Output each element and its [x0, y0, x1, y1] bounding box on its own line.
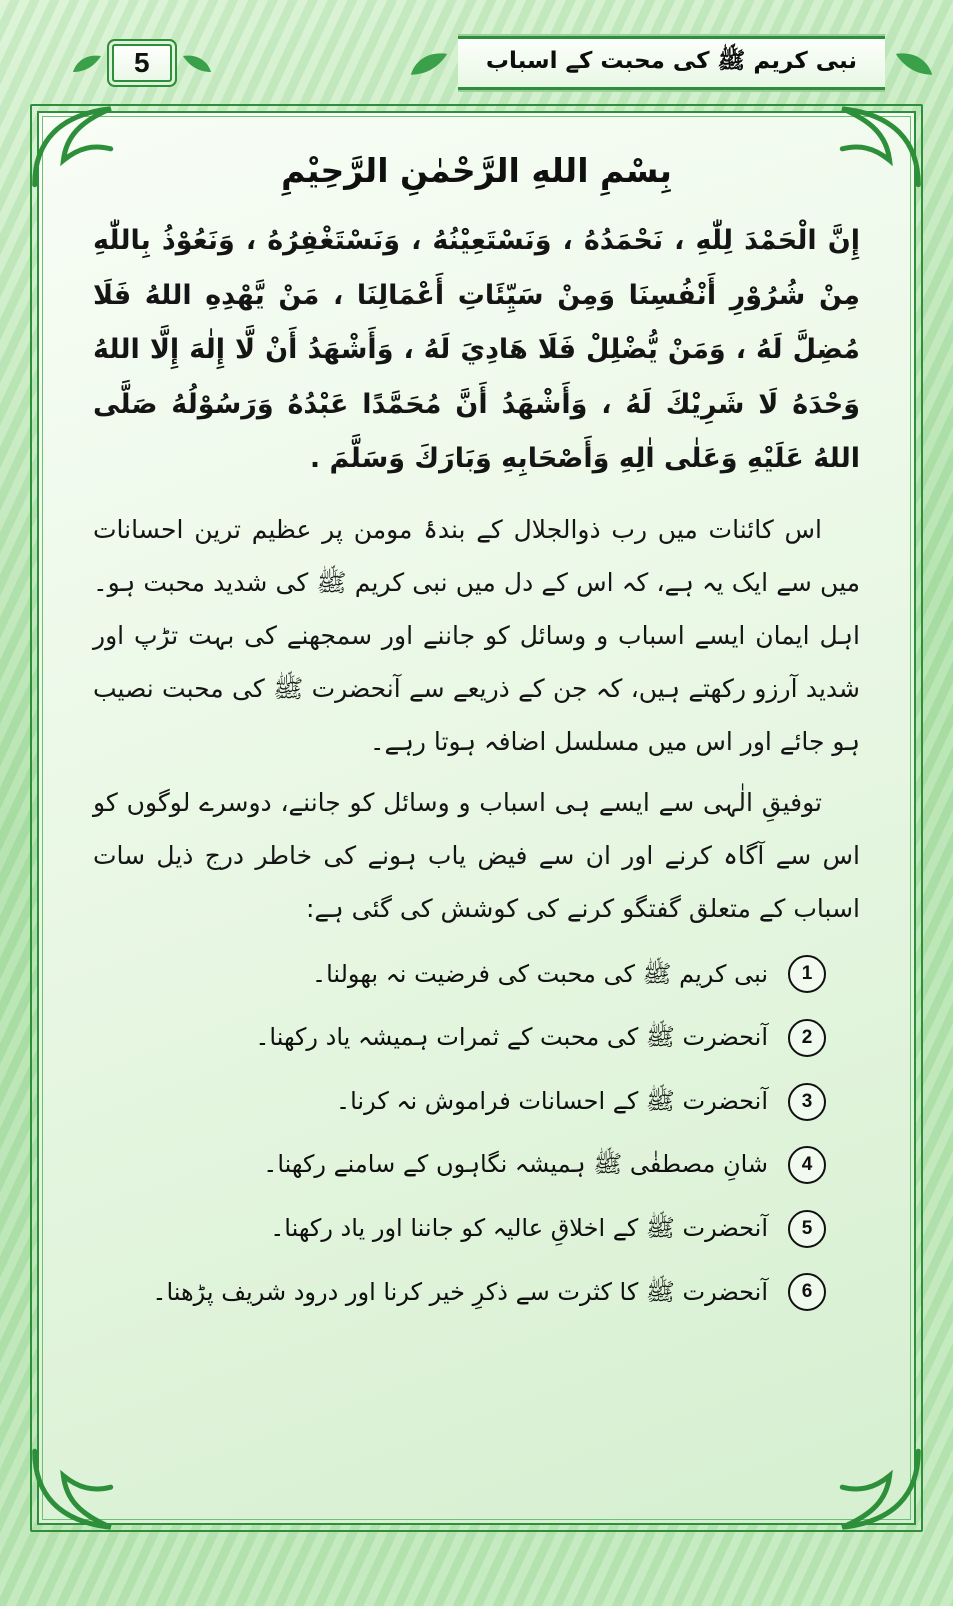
- item-number: 6: [788, 1273, 826, 1311]
- page-header: [0, 0, 953, 100]
- leaf-ornament-icon: [893, 50, 935, 76]
- item-number: 3: [788, 1083, 826, 1121]
- page-title: نبی کریم ﷺ کی محبت کے اسباب: [458, 36, 885, 90]
- list-item: [93, 1082, 826, 1122]
- item-text: آنحضرت ﷺ کی محبت کے ثمرات ہمیشہ یاد رکھنا۔: [255, 1023, 768, 1052]
- list-item: [93, 955, 826, 995]
- urdu-paragraph-1: اس کائنات میں رب ذوالجلال کے بندۂ مومن پر عظیم ترین احسانات میں سے ایک یہ ہے، کہ اس کے دل میں نبی کریم ﷺ کی شدید محبت ہو۔ اہل ایمان ایسے اسباب و وسائل کو جاننے اور سمجھنے کی بہت تڑپ اور شدید آرزو رکھتے ہیں، کہ جن کے ذریعے سے آنحضرت ﷺ کی محبت نصیب ہو جائے اور اس میں مسلسل اضافہ ہوتا رہے۔: [93, 514, 860, 756]
- list-item: [93, 1273, 826, 1313]
- leaf-ornament-icon: [182, 53, 212, 73]
- bismillah-calligraphy: بِسْمِ اللهِ الرَّحْمٰنِ الرَّحِيْمِ: [281, 151, 672, 190]
- list-item: [93, 1209, 826, 1249]
- asbab-list: [93, 951, 860, 1313]
- item-text: شانِ مصطفٰی ﷺ ہمیشہ نگاہوں کے سامنے رکھنا۔: [263, 1150, 768, 1179]
- arabic-khutbah: إِنَّ الْحَمْدَ لِلّٰهِ ، نَحْمَدُهُ ، وَنَسْتَعِيْنُهُ ، وَنَسْتَغْفِرُهُ ، وَنَعُوْذُ بِاللّٰهِ مِنْ شُرُوْرِ أَنْفُسِنَا وَمِنْ سَيِّئَاتِ أَعْمَالِنَا ، مَنْ يَّهْدِهِ اللهُ فَلَا مُضِلَّ لَهُ ، وَمَنْ يُّضْلِلْ فَلَا هَادِيَ لَهُ ، وَأَشْهَدُ أَنْ لَّا إِلٰهَ إِلَّا اللهُ وَحْدَهُ لَا شَرِيْكَ لَهُ ، وَأَشْهَدُ أَنَّ مُحَمَّدًا عَبْدُهُ وَرَسُوْلُهُ صَلَّى اللهُ عَلَيْهِ وَعَلٰى اٰلِهِ وَأَصْحَابِهِ وَبَارَكَ وَسَلَّمَ .: [93, 225, 860, 475]
- item-text: آنحضرت ﷺ کے اخلاقِ عالیہ کو جاننا اور یاد رکھنا۔: [270, 1214, 768, 1243]
- decorative-border-frame: [30, 104, 923, 1532]
- page-body-panel: [37, 111, 916, 1525]
- page-number-badge: [72, 44, 212, 82]
- leaf-ornament-icon: [408, 50, 450, 76]
- item-text: نبی کریم ﷺ کی محبت کی فرضیت نہ بھولنا۔: [312, 959, 768, 988]
- item-number: 2: [788, 1019, 826, 1057]
- item-text: آنحضرت ﷺ کے احسانات فراموش نہ کرنا۔: [336, 1086, 768, 1115]
- item-text: آنحضرت ﷺ کا کثرت سے ذکرِ خیر کرنا اور درود شریف پڑھنا۔: [152, 1277, 768, 1306]
- leaf-ornament-icon: [72, 53, 102, 73]
- list-item: [93, 1018, 826, 1058]
- list-item: [93, 1145, 826, 1185]
- item-number: 1: [788, 955, 826, 993]
- chapter-title-banner: [408, 36, 935, 90]
- item-number: 5: [788, 1210, 826, 1248]
- item-number: 4: [788, 1146, 826, 1184]
- page-content: [39, 113, 914, 1523]
- page-number: 5: [112, 44, 172, 82]
- urdu-paragraph-2: توفیقِ الٰہی سے ایسے ہی اسباب و وسائل کو جاننے، دوسرے لوگوں کو اس سے آگاہ کرنے اور ان سے فیض یاب ہونے کی خاطر درج ذیل سات اسباب کے متعلق گفتگو کرنے کی کوشش کی گئی ہے:: [93, 787, 860, 923]
